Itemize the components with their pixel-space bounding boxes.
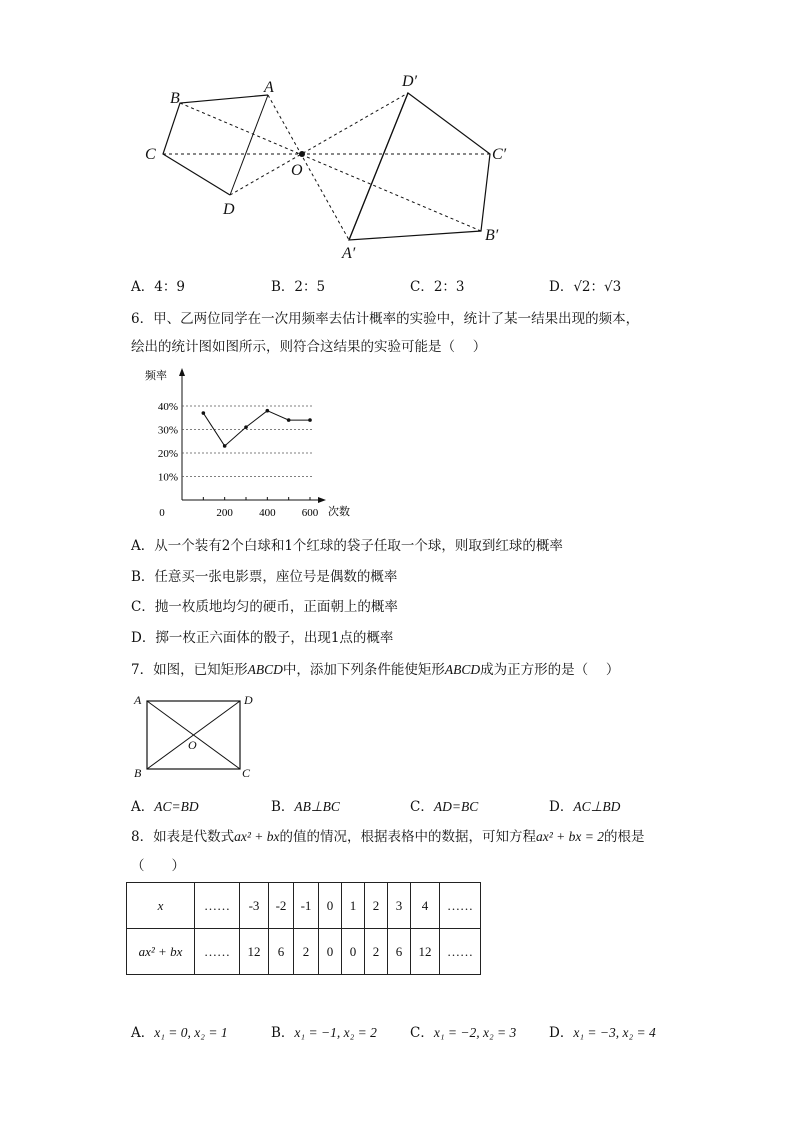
option-letter: A．: [131, 538, 155, 554]
q7-option-d[interactable]: [549, 795, 620, 815]
table-cell: 12: [411, 929, 440, 975]
label-b-prime: B′: [485, 227, 499, 244]
q5-option-d[interactable]: [549, 275, 621, 295]
option-letter: C．: [410, 1025, 434, 1041]
q8-stem-paren: （ ）: [131, 858, 185, 874]
option-text: x₁ = −1, x₂ = 2: [294, 1025, 377, 1040]
q8-value-table: [126, 882, 481, 975]
table-cell: ……: [195, 929, 240, 975]
data-point: [266, 409, 270, 413]
x-axis-arrow: [318, 497, 326, 503]
option-letter: B．: [271, 279, 295, 295]
x-tick-label: 600: [301, 507, 319, 519]
y-tick-label: 20%: [157, 448, 178, 460]
data-point: [223, 444, 227, 448]
data-point: [308, 418, 312, 422]
table-cell: -3: [240, 883, 269, 929]
option-letter: B．: [131, 569, 155, 585]
table-cell: 0: [319, 929, 342, 975]
x-tick-label: 200: [216, 507, 233, 519]
y-tick-label: 30%: [157, 424, 178, 437]
q5-figure: [0, 0, 794, 270]
q7-stem: [131, 661, 619, 679]
table-cell: 1: [342, 883, 365, 929]
q8-option-a[interactable]: [131, 1021, 228, 1041]
option-text: AB⊥BC: [294, 799, 340, 814]
option-letter: D．: [549, 279, 574, 295]
q7-stem-abcd: ABCD: [247, 662, 283, 677]
option-text: x₁ = −2, x₂ = 3: [433, 1025, 517, 1040]
q6-stem-line1: 6．甲、乙两位同学在一次用频率去估计概率的实验中，统计了某一结果出现的频本，: [131, 311, 640, 327]
option-letter: C．: [410, 279, 434, 295]
q6-stem-line2: 绘出的统计图如图所示，则符合这结果的实验可能是（ ）: [131, 339, 487, 355]
option-letter: A．: [131, 279, 155, 295]
q5-option-c[interactable]: [410, 275, 465, 295]
label-c: C: [145, 146, 156, 163]
q8-stem-equation: ax² + bx = 2: [536, 829, 605, 844]
label-c: C: [242, 766, 251, 780]
table-cell: 2: [365, 883, 388, 929]
q7-option-b[interactable]: [271, 795, 340, 815]
q7-option-a[interactable]: [131, 795, 199, 815]
option-text: 掷一枚正六面体的骰子，出现1点的概率: [155, 630, 394, 646]
option-letter: C．: [131, 599, 155, 615]
y-tick-label: 40%: [157, 401, 178, 413]
q7-stem-suffix: 成为正方形的是（ ）: [480, 662, 620, 678]
option-text: 2：3: [433, 279, 465, 295]
label-d: D: [244, 693, 253, 707]
data-point: [244, 425, 248, 429]
table-cell: 3: [388, 883, 411, 929]
y-axis-label: 频率: [145, 369, 167, 382]
q8-stem-expression: ax² + bx: [234, 829, 280, 844]
label-a: A: [264, 79, 274, 96]
x-tick-label: 0: [159, 507, 165, 519]
table-cell: 12: [240, 929, 269, 975]
q7-stem-abcd: ABCD: [444, 662, 481, 677]
option-text: AC=BD: [154, 799, 199, 814]
q7-option-c[interactable]: [410, 795, 478, 815]
label-b: B: [170, 90, 180, 107]
option-text: 2：5: [294, 279, 326, 295]
option-text: 抛一枚质地均匀的硬币，正面朝上的概率: [154, 599, 398, 615]
table-cell: ……: [195, 883, 240, 929]
option-letter: C．: [410, 799, 434, 815]
table-cell: 0: [319, 883, 342, 929]
option-letter: A．: [131, 1025, 155, 1041]
table-cell: x: [127, 883, 195, 929]
option-letter: D．: [549, 799, 574, 815]
y-tick-label: 10%: [157, 471, 178, 484]
data-point: [202, 411, 206, 415]
q5-option-b[interactable]: [271, 275, 325, 295]
option-text: AD=BC: [433, 799, 479, 814]
option-text: 任意买一张电影票，座位号是偶数的概率: [154, 569, 398, 585]
q7-stem-mid: 中，添加下列条件能使矩形: [282, 662, 445, 678]
label-d: D: [223, 201, 235, 218]
q6-option-c[interactable]: [131, 598, 398, 616]
option-text: 从一个装有2个白球和1个红球的袋子任取一个球，则取到红球的概率: [154, 538, 563, 554]
option-text: 4：9: [154, 279, 185, 295]
table-cell: ……: [440, 883, 481, 929]
option-text: x₁ = −3, x₂ = 4: [573, 1025, 656, 1040]
table-cell: 0: [342, 929, 365, 975]
data-point: [287, 418, 291, 422]
label-o: O: [291, 162, 303, 179]
option-letter: D．: [549, 1025, 574, 1041]
q8-option-d[interactable]: [549, 1021, 656, 1041]
q6-option-d[interactable]: [131, 629, 393, 647]
label-b: B: [134, 766, 142, 780]
label-c-prime: C′: [492, 146, 507, 163]
label-d-prime: D′: [402, 73, 418, 90]
table-cell: -1: [294, 883, 319, 929]
table-row: [127, 883, 481, 929]
series-line: [203, 411, 310, 446]
q7-rectangle-figure: [125, 688, 265, 788]
q8-stem-mid: 的值的情况，根据表格中的数据，可知方程: [279, 829, 536, 845]
q8-option-b[interactable]: [271, 1021, 377, 1041]
q8-option-c[interactable]: [410, 1021, 516, 1041]
table-cell: ……: [440, 929, 481, 975]
q8-stem: [131, 828, 645, 846]
q5-option-a[interactable]: [131, 275, 185, 295]
label-a: A: [134, 693, 142, 707]
label-o: O: [188, 738, 197, 752]
q6-option-b[interactable]: [131, 568, 397, 586]
x-axis-label: 次数: [328, 505, 350, 518]
q6-frequency-chart: [140, 362, 370, 522]
table-cell: 6: [269, 929, 294, 975]
q8-stem-suffix: 的根是: [604, 829, 645, 845]
option-letter: A．: [131, 799, 155, 815]
option-letter: B．: [271, 1025, 295, 1041]
table-cell: 4: [411, 883, 440, 929]
label-a-prime: A′: [342, 245, 356, 262]
option-text: √2：√3: [573, 279, 622, 295]
option-text: AC⊥BD: [573, 799, 621, 814]
table-cell: ax² + bx: [127, 929, 195, 975]
option-letter: D．: [131, 630, 156, 646]
table-cell: 6: [388, 929, 411, 975]
y-axis-arrow: [179, 368, 185, 376]
q6-option-a[interactable]: [131, 537, 563, 555]
table-cell: 2: [294, 929, 319, 975]
x-tick-label: 400: [259, 507, 276, 519]
option-letter: B．: [271, 799, 295, 815]
center-point-o: [299, 151, 305, 157]
table-cell: 2: [365, 929, 388, 975]
option-text: x₁ = 0, x₂ = 1: [154, 1025, 228, 1040]
q7-stem-prefix: 7．如图，已知矩形: [131, 662, 248, 678]
q8-stem-prefix: 8．如表是代数式: [131, 829, 235, 845]
table-row: [127, 929, 481, 975]
table-cell: -2: [269, 883, 294, 929]
